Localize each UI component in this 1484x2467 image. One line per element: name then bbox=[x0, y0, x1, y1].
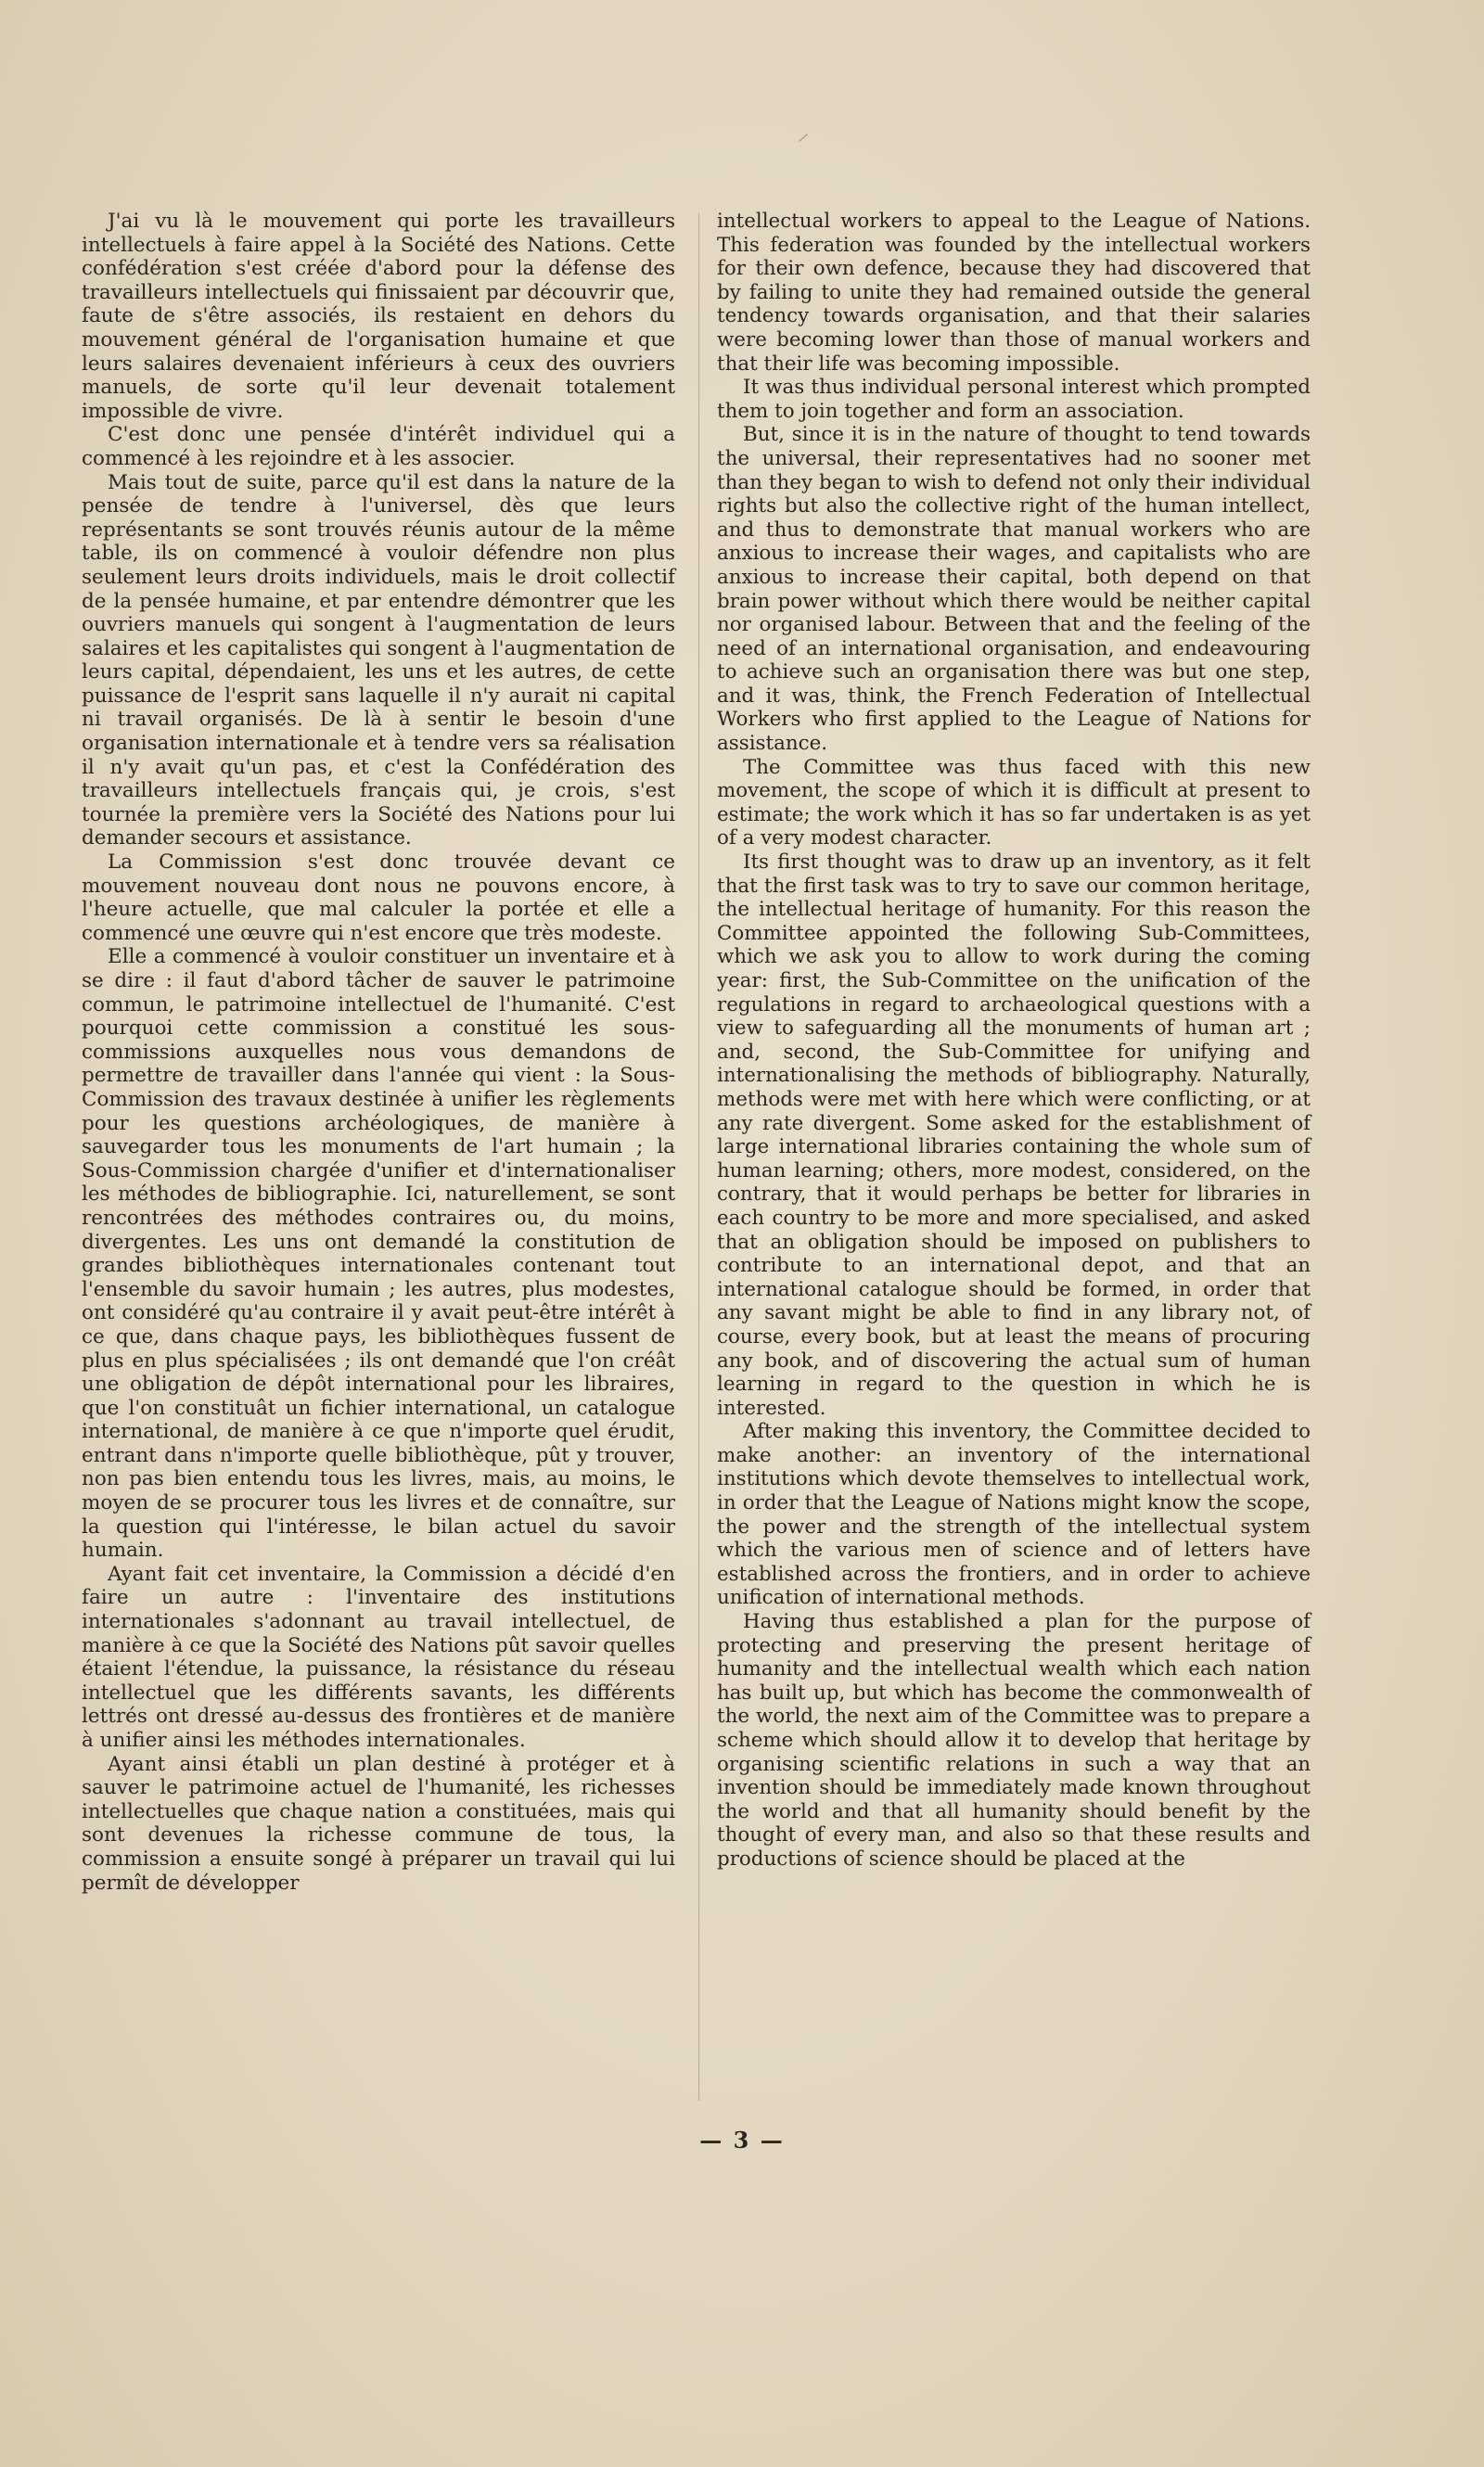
french-paragraph: La Commission s'est donc trouvée devant ce mouvement nouveau dont nous ne pouvons encore, à l'heure actuelle, que mal calculer la portée et elle a commencé une œuvre qui n'est encore que très modeste. bbox=[82, 850, 675, 945]
french-paragraph: Ayant ainsi établi un plan destiné à protéger et à sauver le patrimoine actuel de l'humanité, les richesses intellectuelles que chaque nation a constituées, mais qui sont devenues la richesse commune de tous, la commission a ensuite songé à préparer un travail qui lui permît de développer bbox=[82, 1752, 675, 1895]
english-column bbox=[717, 210, 1311, 1895]
english-paragraph: The Committee was thus faced with this new movement, the scope of which it is difficult at present to estimate; the work which it has so far undertaken is as yet of a very modest character. bbox=[717, 755, 1311, 850]
french-paragraph: Elle a commencé à vouloir constituer un inventaire et à se dire : il faut d'abord tâcher de sauver le patrimoine commun, le patrimoine intellectuel de l'humanité. C'est pourquoi cette commission a constitué les sous-commissions auxquelles nous vous demandons de permettre de travailler dans l'année qui vient : la Sous-Commission des travaux destinée à unifier les règlements pour les questions archéologiques, de manière à sauvegarder tous les monuments de l'art humain ; la Sous-Commission chargée d'unifier et d'internationaliser les méthodes de bibliographie. Ici, naturellement, se sont rencontrées des méthodes contraires ou, du moins, divergentes. Les uns ont demandé la constitution de grandes bibliothèques internationales contenant tout l'ensemble du savoir humain ; les autres, plus modestes, ont considéré qu'au contraire il y avait peut-être intérêt à ce que, dans chaque pays, les bibliothèques fussent de plus en plus spécialisées ; ils ont demandé que l'on créât une obligation de dépôt international pour les libraires, que l'on constituât un fichier international, un catalogue international, de manière à ce que n'importe quel érudit, entrant dans n'importe quelle bibliothèque, pût y trouver, non pas bien entendu tous les livres, mais, au moins, le moyen de se procurer tous les livres et de connaître, sur la question qui l'intéresse, le bilan actuel du savoir humain. bbox=[82, 945, 675, 1563]
column-divider bbox=[698, 213, 699, 2101]
french-paragraph: J'ai vu là le mouvement qui porte les travailleurs intellectuels à faire appel à la Société des Nations. Cette confédération s'est créée d'abord pour la défense des travailleurs intellectuels qui finissaient par découvrir que, faute de s'être associés, ils restaient en dehors du mouvement général de l'organisation humaine et que leurs salaires devenaient inférieurs à ceux des ouvriers manuels, de sorte qu'il leur devenait totalement impossible de vivre. bbox=[82, 210, 675, 423]
english-paragraph: After making this inventory, the Committee decided to make another: an inventory of the international institutions which devote themselves to intellectual work, in order that the League of Nations might know the scope, the power and the strength of the intellectual system which the various men of science and of letters have established across the frontiers, and in order to achieve unification of international methods. bbox=[717, 1420, 1311, 1610]
french-paragraph: Ayant fait cet inventaire, la Commission a décidé d'en faire un autre : l'inventaire des institutions internationales s'adonnant au travail intellectuel, de manière à ce que la Société des Nations pût savoir quelles étaient l'étendue, la puissance, la résistance du réseau intellectuel que les différents savants, les différents lettrés ont dressé au-dessus des frontières et de manière à unifier ainsi les méthodes internationales. bbox=[82, 1562, 675, 1752]
english-paragraph: Its first thought was to draw up an inventory, as it felt that the first task was to try to save our common heritage, the intellectual heritage of humanity. For this reason the Committee appointed the following Sub-Committees, which we ask you to allow to work during the coming year: first, the Sub-Committee on the unification of the regulations in regard to archaeological questions with a view to safeguarding all the monuments of human art ; and, second, the Sub-Committee for unifying and internationalising the methods of bibliography. Naturally, methods were met with here which were conflicting, or at any rate divergent. Some asked for the establishment of large international libraries containing the whole sum of human learning; others, more modest, considered, on the contrary, that it would perhaps be better for libraries in each country to be more and more specialised, and asked that an obligation should be imposed on publishers to contribute to an international depot, and that an international catalogue should be formed, in order that any savant might be able to find in any library not, of course, every book, but at least the means of procuring any book, and of discovering the actual sum of human learning in regard to the question in which he is interested. bbox=[717, 850, 1311, 1420]
french-paragraph: C'est donc une pensée d'intérêt individuel qui a commencé à les rejoindre et à les associer. bbox=[82, 423, 675, 470]
text-columns bbox=[82, 210, 1311, 1895]
english-paragraph: But, since it is in the nature of thought to tend towards the universal, their representatives had no sooner met than they began to wish to defend not only their individual rights but also the collective right of the human intellect, and thus to demonstrate that manual workers who are anxious to increase their wages, and capitalists who are anxious to increase their capital, both depend on that brain power without which there would be neither capital nor organised labour. Between that and the feeling of the need of an international organisation, and endeavouring to achieve such an organisation there was but one step, and it was, think, the French Federation of Intellectual Workers who first applied to the League of Nations for assistance. bbox=[717, 423, 1311, 756]
english-paragraph: Having thus established a plan for the purpose of protecting and preserving the present heritage of humanity and the intellectual wealth which each nation has built up, but which has become the commonwealth of the world, the next aim of the Committee was to prepare a scheme which should allow it to develop that heritage by organising scientific relations in such a way that an invention should be immediately made known throughout the world and that all humanity should benefit by the thought of every man, and also so that these results and productions of science should be placed at the bbox=[717, 1610, 1311, 1871]
english-paragraph: intellectual workers to appeal to the League of Nations. This federation was founded by the intellectual workers for their own defence, because they had discovered that by failing to unite they had remained outside the general tendency towards organisation, and that their salaries were becoming lower than those of manual workers and that their life was becoming impossible. bbox=[717, 210, 1311, 376]
french-column bbox=[82, 210, 675, 1895]
french-paragraph: Mais tout de suite, parce qu'il est dans la nature de la pensée de tendre à l'universel, dès que leurs représentants se sont trouvés réunis autour de la même table, ils on commencé à vouloir défendre non plus seulement leurs droits individuels, mais le droit collectif de la pensée humaine, et par entendre démontrer que les ouvriers manuels qui songent à l'augmentation de leurs salaires et les capitalistes qui songent à l'augmentation de leurs capital, dépendaient, les uns et les autres, de cette puissance de l'esprit sans laquelle il n'y aurait ni capital ni travail organisés. De là à sentir le besoin d'une organisation internationale et à tendre vers sa réalisation il n'y avait qu'un pas, et c'est la Confédération des travailleurs intellectuels français qui, je crois, s'est tournée la première vers la Société des Nations pour lui demander secours et assistance. bbox=[82, 470, 675, 850]
page-number: — 3 — bbox=[699, 2127, 785, 2154]
english-paragraph: It was thus individual personal interest which prompted them to join together and form an association. bbox=[717, 376, 1311, 423]
pencil-mark bbox=[799, 134, 808, 141]
